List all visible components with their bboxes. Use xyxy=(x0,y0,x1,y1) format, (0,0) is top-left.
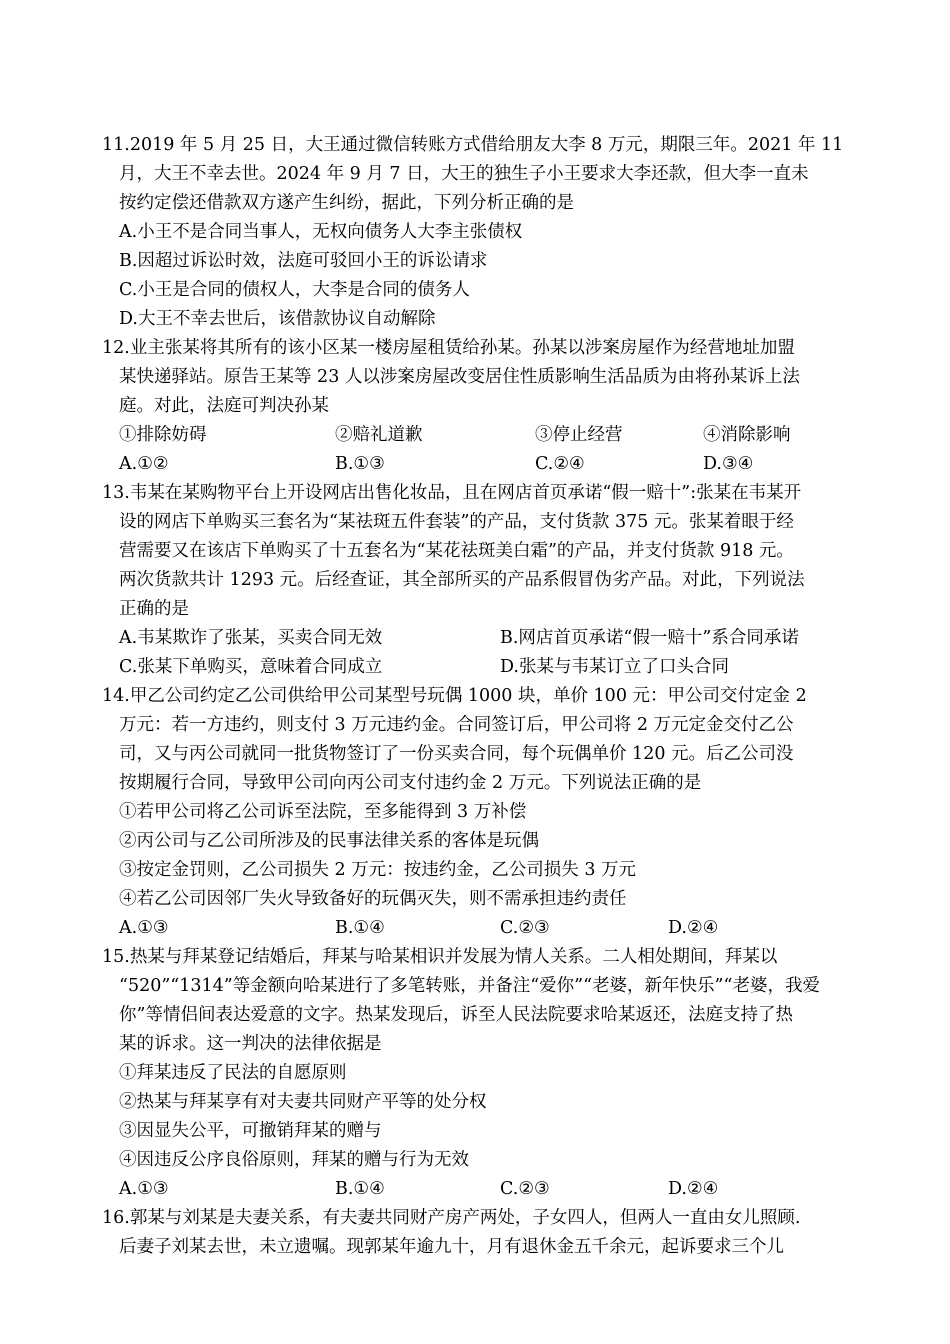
answer-option-c: C.小王是合同的债权人，大李是合同的债务人 xyxy=(119,280,470,300)
statement-item: ①拜某违反了民法的自愿原则 xyxy=(119,1063,347,1083)
answer-option-c: C.②③ xyxy=(500,1179,550,1199)
question-text-line: 月，大王不幸去世。2024 年 9 月 7 日，大王的独生子小王要求大李还款，但大李一直未 xyxy=(119,164,809,184)
answer-option-b: B.网店首页承诺“假一赔十”系合同承诺 xyxy=(500,628,799,648)
answer-option-a: A.韦某欺诈了张某，买卖合同无效 xyxy=(119,628,383,648)
question-text-line: 司，又与丙公司就同一批货物签订了一份买卖合同，每个玩偶单价 120 元。后乙公司没 xyxy=(119,744,794,764)
question-text-line: 设的网店下单购买三套名为“某祛斑五件套装”的产品，支付货款 375 元。张某着眼于经 xyxy=(119,512,794,532)
answer-option-c: C.②③ xyxy=(500,918,550,938)
answer-option-b: B.①④ xyxy=(335,918,385,938)
statement-item: ④消除影响 xyxy=(703,425,791,445)
answer-option-c: C.张某下单购买，意味着合同成立 xyxy=(119,657,383,677)
statement-item: ②丙公司与乙公司所涉及的民事法律关系的客体是玩偶 xyxy=(119,831,539,851)
question-text-line: 万元：若一方违约，则支付 3 万元违约金。合同签订后，甲公司将 2 万元定金交付乙公 xyxy=(119,715,794,735)
answer-option-d: D.②④ xyxy=(668,918,719,938)
statement-item: ②热某与拜某享有对夫妻共同财产平等的处分权 xyxy=(119,1092,487,1112)
question-text-line: 13.韦某在某购物平台上开设网店出售化妆品，且在网店首页承诺“假一赔十”:张某在韦某开 xyxy=(102,483,802,503)
question-text-line: 正确的是 xyxy=(119,599,189,619)
answer-option-b: B.因超过诉讼时效，法庭可驳回小王的诉讼请求 xyxy=(119,251,488,271)
question-text-line: 12.业主张某将其所有的该小区某一楼房屋租赁给孙某。孙某以涉案房屋作为经营地址加盟 xyxy=(102,338,795,358)
statement-item: ④因违反公序良俗原则，拜某的赠与行为无效 xyxy=(119,1150,469,1170)
question-text-line: 某的诉求。这一判决的法律依据是 xyxy=(119,1034,382,1054)
answer-option-d: D.张某与韦某订立了口头合同 xyxy=(500,657,729,677)
answer-option-a: A.①② xyxy=(119,454,169,474)
question-text-line: 某快递驿站。原告王某等 23 人以涉案房屋改变居住性质影响生活品质为由将孙某诉上法 xyxy=(119,367,800,387)
statement-item: ②赔礼道歉 xyxy=(335,425,423,445)
statement-item: ③停止经营 xyxy=(535,425,623,445)
question-text-line: 按期履行合同，导致甲公司向丙公司支付违约金 2 万元。下列说法正确的是 xyxy=(119,773,702,793)
answer-option-a: A.①③ xyxy=(119,918,169,938)
answer-option-d: D.②④ xyxy=(668,1179,719,1199)
answer-option-b: B.①④ xyxy=(335,1179,385,1199)
answer-option-d: D.③④ xyxy=(703,454,754,474)
answer-option-d: D.大王不幸去世后，该借款协议自动解除 xyxy=(119,309,436,329)
question-text-line: “520”“1314”等金额向哈某进行了多笔转账，并备注“爱你”“老婆，新年快乐”“老婆，我爱 xyxy=(119,976,820,996)
question-text-line: 14.甲乙公司约定乙公司供给甲公司某型号玩偶 1000 块，单价 100 元：甲公司交付定金 2 xyxy=(102,686,807,706)
question-text-line: 你”等情侣间表达爱意的文字。热某发现后，诉至人民法院要求哈某返还，法庭支持了热 xyxy=(119,1005,793,1025)
question-text-line: 按约定偿还借款双方遂产生纠纷，据此，下列分析正确的是 xyxy=(119,193,574,213)
answer-option-a: A.小王不是合同当事人，无权向债务人大李主张债权 xyxy=(119,222,523,242)
question-text-line: 后妻子刘某去世，未立遗嘱。现郭某年逾九十，月有退休金五千余元，起诉要求三个儿 xyxy=(119,1237,784,1257)
statement-item: ①若甲公司将乙公司诉至法院，至多能得到 3 万补偿 xyxy=(119,802,527,822)
statement-item: ③按定金罚则，乙公司损失 2 万元：按违约金，乙公司损失 3 万元 xyxy=(119,860,637,880)
question-text-line: 营需要又在该店下单购买了十五套名为“某花祛斑美白霜”的产品，并支付货款 918 元。 xyxy=(119,541,794,561)
answer-option-c: C.②④ xyxy=(535,454,585,474)
question-text-line: 两次货款共计 1293 元。后经查证，其全部所买的产品系假冒伪劣产品。对此，下列说法 xyxy=(119,570,805,590)
statement-item: ④若乙公司因邻厂失火导致备好的玩偶灭失，则不需承担违约责任 xyxy=(119,889,627,909)
answer-option-b: B.①③ xyxy=(335,454,385,474)
answer-option-a: A.①③ xyxy=(119,1179,169,1199)
question-text-line: 15.热某与拜某登记结婚后，拜某与哈某相识并发展为情人关系。二人相处期间，拜某以 xyxy=(102,947,778,967)
statement-item: ①排除妨碍 xyxy=(119,425,207,445)
question-text-line: 庭。对此，法庭可判决孙某 xyxy=(119,396,329,416)
question-text-line: 11.2019 年 5 月 25 日，大王通过微信转账方式借给朋友大李 8 万元，期限三年。2021 年 11 xyxy=(102,135,844,155)
statement-item: ③因显失公平，可撤销拜某的赠与 xyxy=(119,1121,382,1141)
question-text-line: 16.郭某与刘某是夫妻关系，有夫妻共同财产房产两处，子女四人，但两人一直由女儿照顾. xyxy=(102,1208,801,1228)
